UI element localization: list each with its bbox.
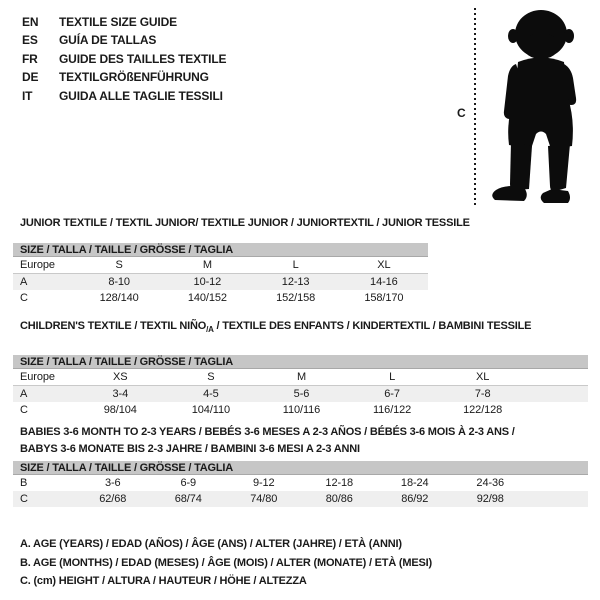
guide-title: GUIDA ALLE TAGLIE TESSILI	[59, 88, 223, 103]
legend-note: A. AGE (YEARS) / EDAD (AÑOS) / ÂGE (ANS) / ALTER (JAHRE) / ETÀ (ANNI)	[20, 538, 402, 550]
cell-value: 9-12	[252, 477, 275, 489]
table-row	[13, 491, 588, 507]
cell-value: M	[296, 371, 307, 384]
language-code: EN	[22, 15, 39, 29]
language-code: ES	[22, 33, 38, 48]
cell-value: 140/152	[187, 292, 227, 304]
size-table	[13, 355, 588, 418]
language-code: FR	[22, 51, 38, 66]
title-text: CHILDREN'S TEXTILE / TEXTIL NIÑO	[20, 320, 207, 332]
table-title	[13, 318, 588, 338]
cell-value: XL	[377, 259, 391, 271]
table-row	[13, 290, 428, 306]
language-row	[22, 13, 226, 31]
height-measure-label: C	[457, 106, 466, 120]
language-code: DE	[22, 70, 39, 85]
table-row	[13, 475, 588, 491]
cell-value: 128/140	[99, 292, 139, 304]
cell-value: 92/98	[476, 493, 504, 505]
table-title	[13, 424, 588, 458]
cell-value: 152/158	[276, 292, 316, 304]
table-row	[13, 386, 588, 402]
measure-key: A	[20, 388, 28, 401]
cell-value: 62/68	[99, 493, 127, 505]
table-row	[13, 257, 428, 274]
measure-key: A	[20, 276, 28, 288]
table-row	[13, 274, 428, 290]
table-title-line	[20, 441, 588, 458]
cell-value: 14-16	[370, 276, 398, 288]
cell-value: 74/80	[250, 493, 278, 505]
title-text: BABYS 3-6 MONATE BIS 2-3 JAHRE / BAMBINI 3-6 MESI A 2-3 ANNI	[20, 443, 360, 455]
height-measure-dotted-line	[474, 8, 476, 207]
guide-title: GUIDE DES TAILLES TEXTILE	[59, 51, 227, 66]
language-title-list	[22, 13, 226, 105]
cell-value: 8-10	[108, 276, 130, 288]
title-text: /A	[206, 325, 214, 335]
cell-value: 68/74	[174, 493, 202, 505]
cell-value: XS	[113, 371, 128, 384]
guide-title: GUÍA DE TALLAS	[59, 33, 157, 48]
language-row	[22, 50, 226, 68]
cell-value: 98/104	[103, 404, 137, 417]
table-row	[13, 402, 588, 418]
title-text: BABIES 3-6 MONTH TO 2-3 YEARS / BEBÉS 3-6 MESES A 2-3 AÑOS / BÉBÉS 3-6 MOIS À 2-3 ANS /	[20, 426, 515, 438]
size-table	[13, 461, 588, 507]
size-table	[13, 243, 428, 306]
language-row	[22, 31, 226, 49]
measure-key: C	[20, 404, 28, 417]
cell-value: 122/128	[463, 404, 503, 417]
language-code: IT	[22, 88, 33, 103]
cell-value: 110/116	[282, 404, 321, 417]
cell-value: 5-6	[293, 388, 310, 401]
cell-value: 116/122	[372, 404, 412, 417]
cell-value: 24-36	[476, 477, 505, 489]
table-title-line	[20, 215, 470, 232]
table-title	[13, 215, 470, 232]
legend-note: B. AGE (MONTHS) / EDAD (MESES) / ÂGE (MOIS) / ALTER (MONATE) / ETÀ (MESI)	[20, 556, 432, 569]
guide-title: TEXTILE SIZE GUIDE	[59, 15, 177, 29]
cell-value: 104/110	[191, 404, 231, 417]
cell-value: L	[389, 371, 396, 384]
baby-silhouette-icon	[486, 6, 598, 208]
region-label: Europe	[20, 259, 55, 271]
cell-value: 7-8	[474, 388, 491, 401]
cell-value: 12-18	[325, 477, 354, 489]
cell-value: 158/170	[364, 292, 404, 304]
cell-value: S	[115, 259, 123, 271]
cell-value: 3-4	[112, 388, 129, 401]
cell-value: 6-9	[180, 477, 197, 489]
size-header-bar: SIZE / TALLA / TAILLE / GRÖSSE / TAGLIA	[13, 355, 588, 369]
region-label: Europe	[20, 371, 55, 384]
table-title-line	[20, 318, 588, 338]
legend-note: C. (cm) HEIGHT / ALTURA / HAUTEUR / HÖHE / ALTEZZA	[20, 575, 307, 587]
title-text: JUNIOR TEXTILE / TEXTIL JUNIOR/ TEXTILE JUNIOR / JUNIORTEXTIL / JUNIOR TESSILE	[20, 217, 470, 229]
cell-value: M	[202, 259, 212, 271]
cell-value: 18-24	[400, 477, 429, 489]
size-header-bar: SIZE / TALLA / TAILLE / GRÖSSE / TAGLIA	[13, 461, 588, 475]
cell-value: 4-5	[203, 388, 219, 401]
size-header-bar: SIZE / TALLA / TAILLE / GRÖSSE / TAGLIA	[13, 243, 428, 257]
measure-key: C	[20, 493, 28, 505]
table-section-junior	[13, 215, 470, 306]
language-row	[22, 87, 226, 105]
cell-value: 6-7	[384, 388, 400, 401]
legend-notes	[20, 535, 432, 591]
language-row	[22, 68, 226, 86]
cell-value: 80/86	[325, 493, 353, 505]
table-row	[13, 369, 588, 386]
cell-value: XL	[476, 371, 490, 384]
table-title-line	[20, 424, 588, 441]
guide-title: TEXTILGRÖßENFÜHRUNG	[59, 70, 209, 85]
table-section-children	[13, 318, 588, 418]
cell-value: 12-13	[281, 276, 310, 288]
cell-value: 10-12	[193, 276, 222, 288]
cell-value: 86/92	[401, 493, 429, 505]
title-text: / TEXTILE DES ENFANTS / KINDERTEXTIL / BAMBINI TESSILE	[213, 320, 532, 332]
measure-key: B	[20, 477, 28, 489]
cell-value: L	[292, 259, 299, 271]
table-section-babies	[13, 424, 588, 507]
measure-key: C	[20, 292, 28, 304]
cell-value: S	[207, 371, 215, 384]
cell-value: 3-6	[104, 477, 121, 489]
